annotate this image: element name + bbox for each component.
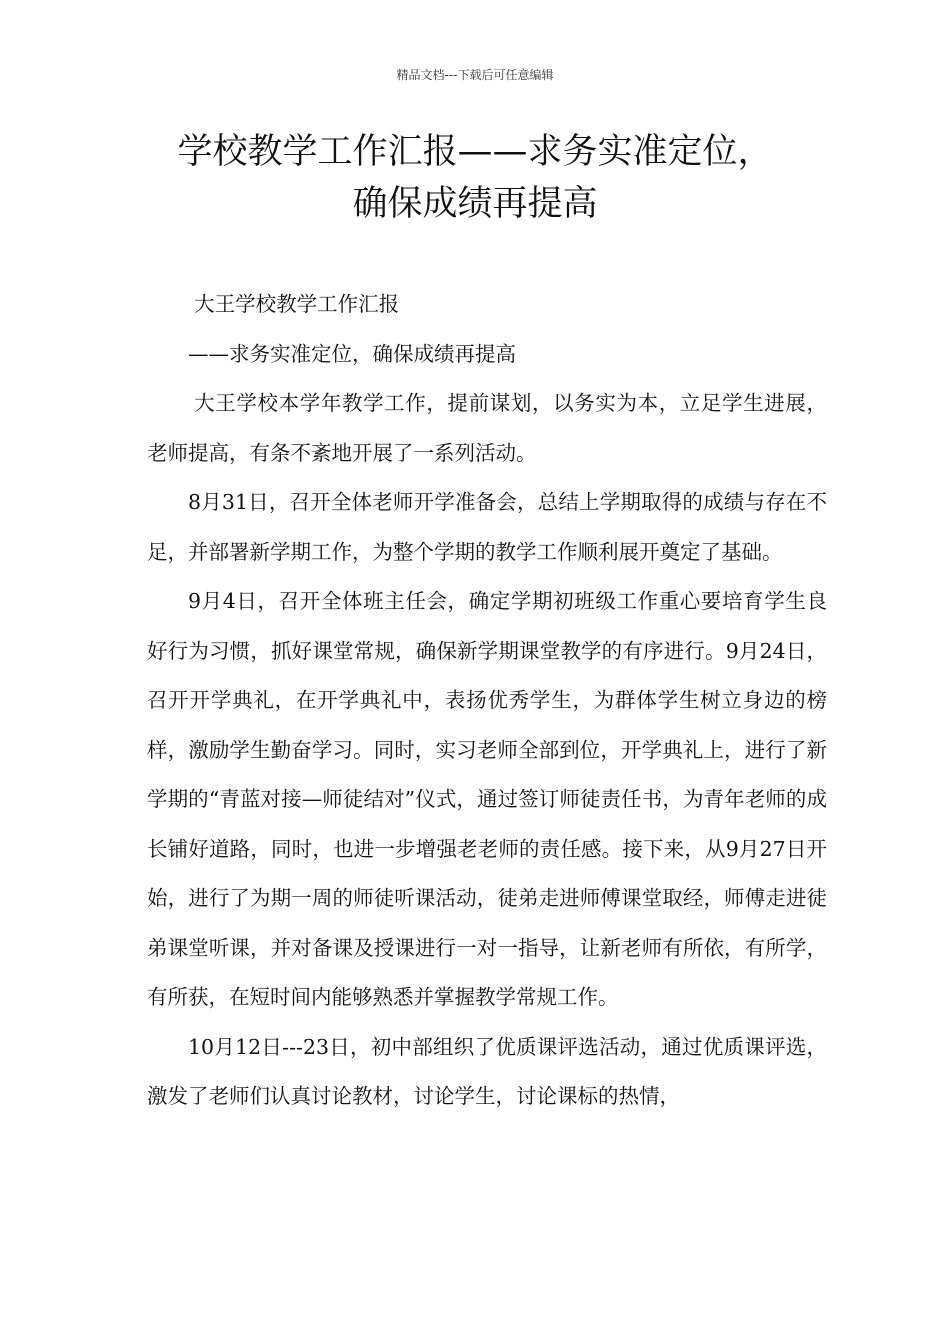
paragraph: 大王学校本学年教学工作，提前谋划，以务实为本，立足学生进展，老师提高，有条不紊地开展了一系列活动。 xyxy=(147,391,827,465)
title-line-2: 确保成绩再提高 xyxy=(352,184,598,224)
paragraph-subtitle: 大王学校教学工作汇报 xyxy=(194,292,400,316)
document-title xyxy=(60,126,890,230)
header-note: 精品文档---下载后可任意编辑 xyxy=(396,68,554,82)
paragraph: 10月12日---23日，初中部组织了优质课评选活动，通过优质课评选，激发了老师们认真讨论教材，讨论学生，讨论课标的热情， xyxy=(147,1034,827,1108)
paragraph: 9月4日，召开全体班主任会，确定学期初班级工作重心要培育学生良好行为习惯，抓好课堂常规，确保新学期课堂教学的有序进行。9月24日，召开开学典礼，在开学典礼中，表扬优秀学生，为群体学生树立身边的榜样，激励学生勤奋学习。同时，实习老师全部到位，开学典礼上，进行了新学期的“青蓝对接—师徒结对”仪式，通过签订师徒责任书，为青年老师的成长铺好道路，同时，也进一步增强老老师的责任感。接下来，从9月27日开始，进行了为期一周的师徒听课活动，徒弟走进师傅课堂取经，师傅走进徒弟课堂听课，并对备课及授课进行一对一指导，让新老师有所依，有所学，有所获，在短时间内能够熟悉并掌握教学常规工作。 xyxy=(147,589,827,1009)
document-body xyxy=(147,280,827,1122)
paragraph-tagline: ——求务实准定位，确保成绩再提高 xyxy=(188,341,516,366)
title-line-1: 学校教学工作汇报——求务实准定位， xyxy=(177,132,773,172)
paragraph: 8月31日，召开全体老师开学准备会，总结上学期取得的成绩与存在不足，并部署新学期工作，为整个学期的教学工作顺利展开奠定了基础。 xyxy=(147,490,827,564)
